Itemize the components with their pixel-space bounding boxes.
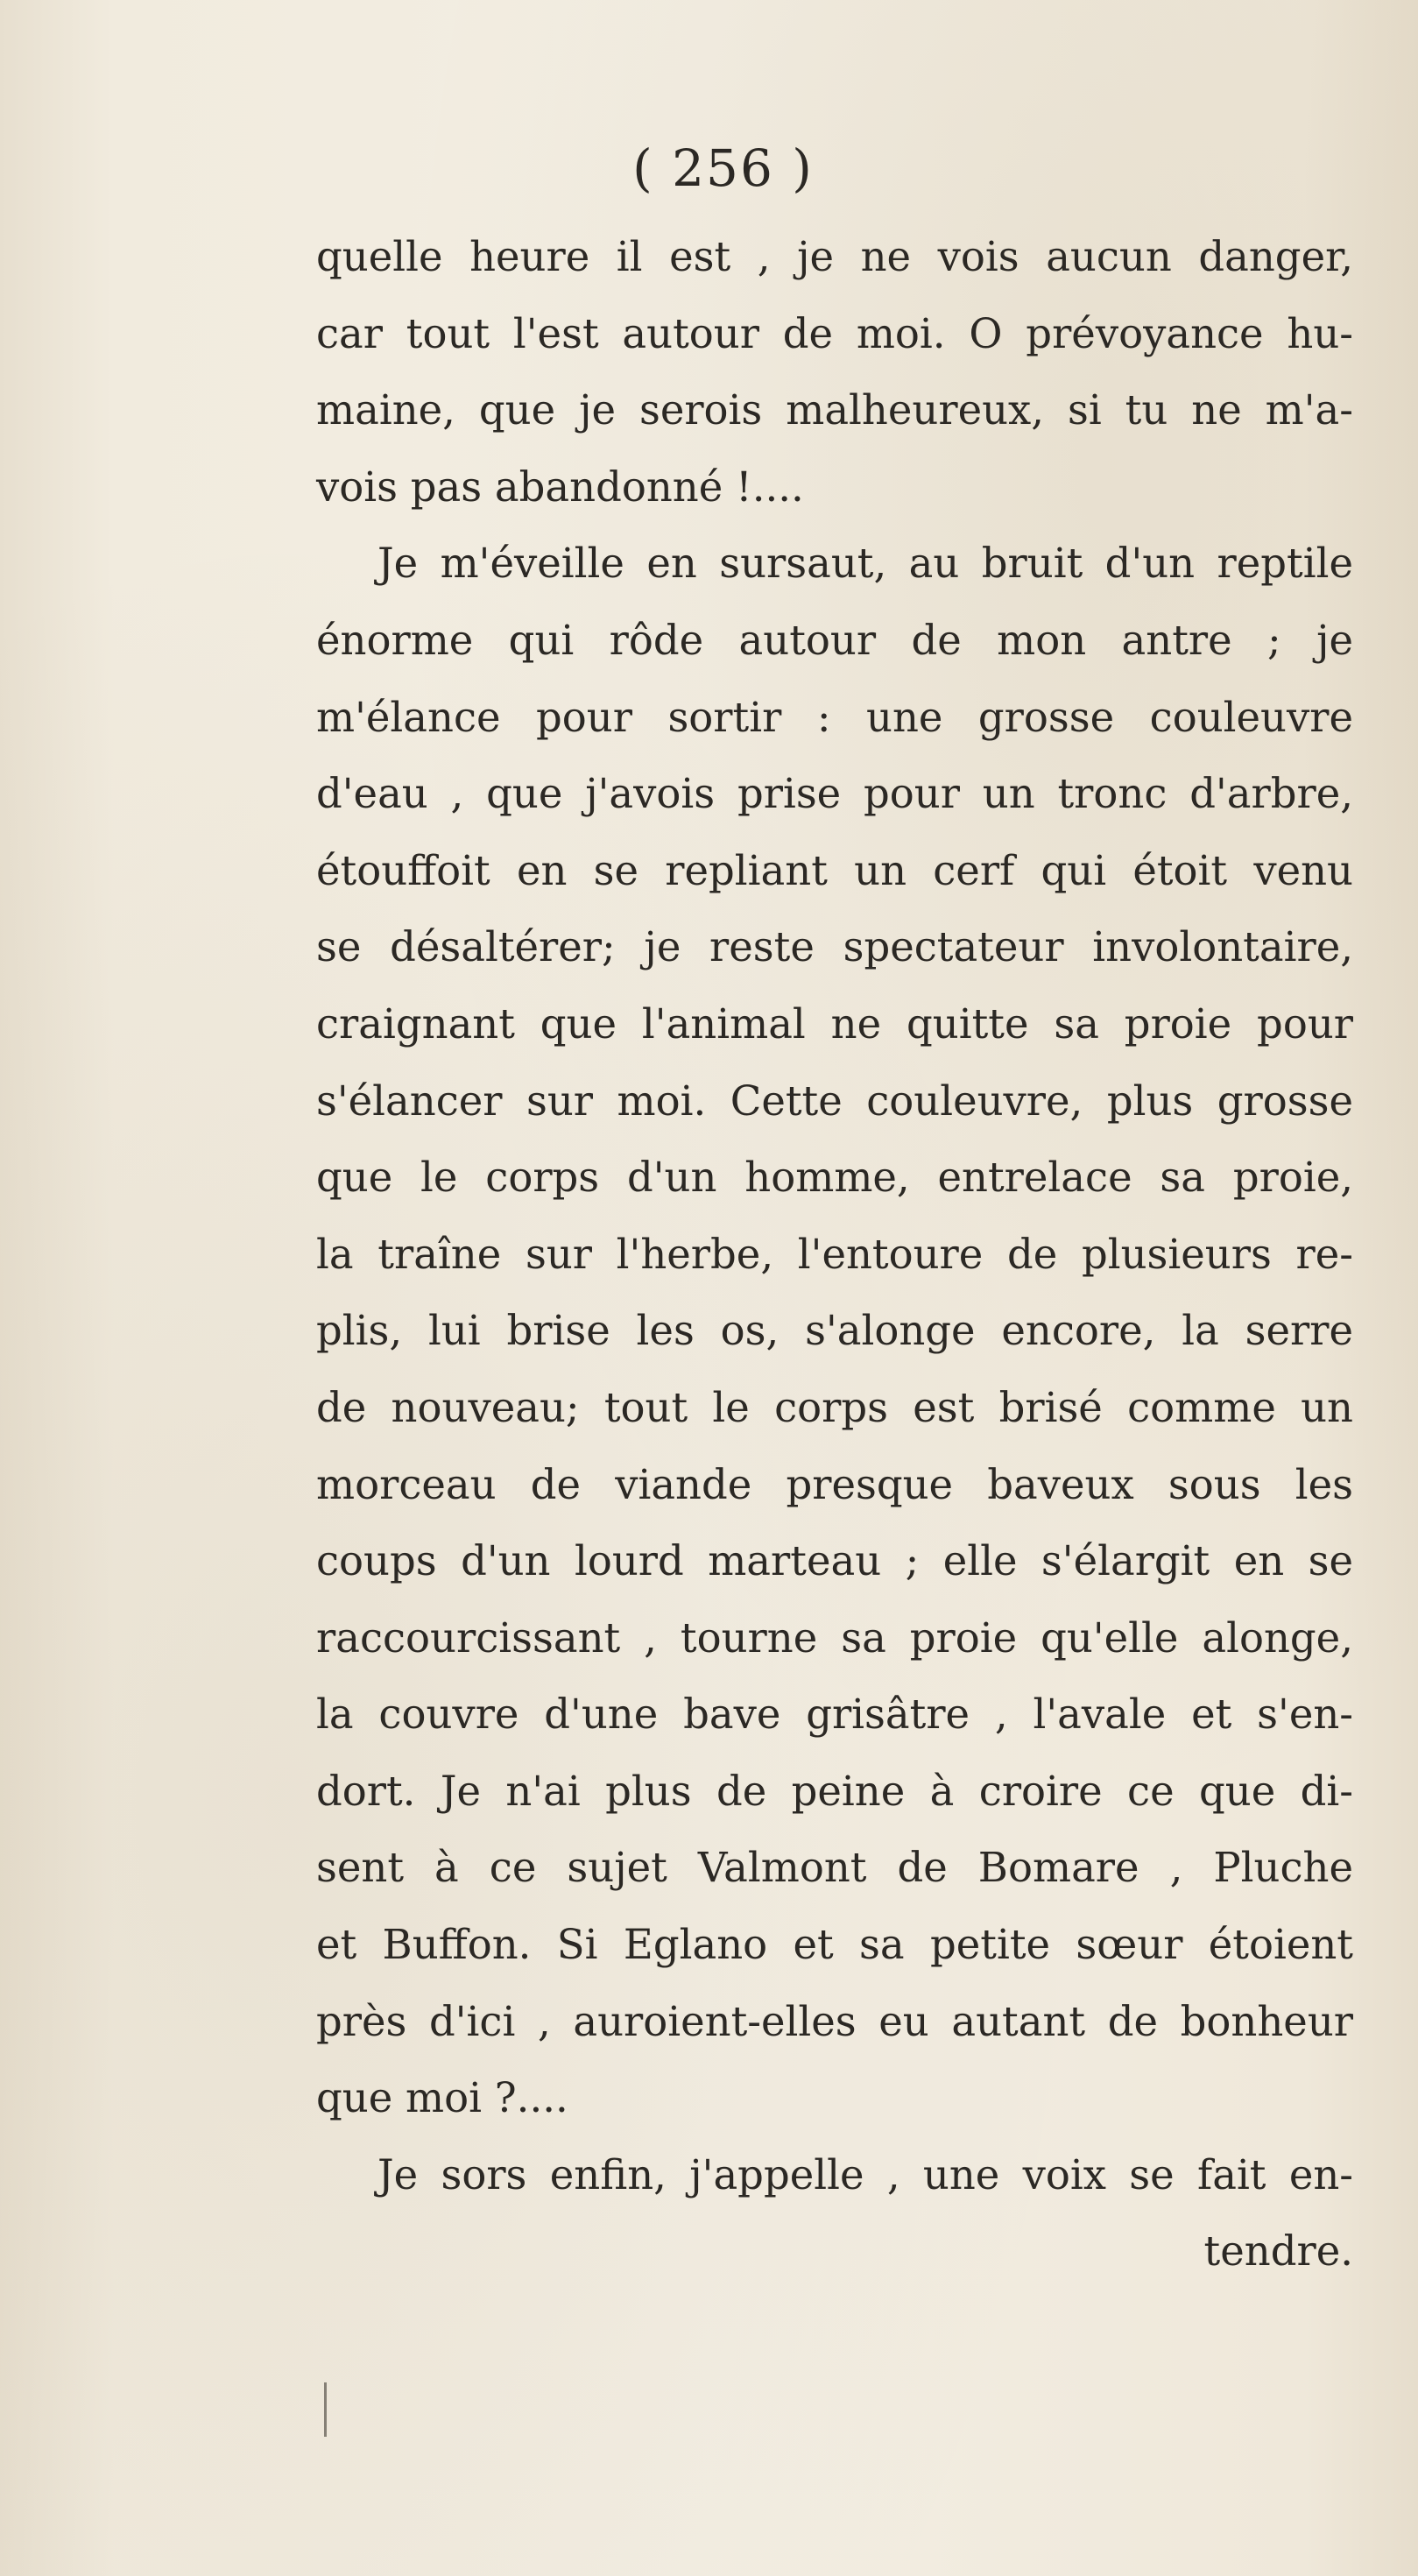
text-line: que le corps d'un homme, entrelace sa proie, [316,1154,1353,1202]
text-line: tendre. [1203,2227,1353,2276]
text-line: dort. Je n'ai plus de peine à croire ce que di- [316,1767,1353,1815]
paragraph-start-line: Je sors enfin, j'appelle , une voix se fait en- [377,2150,1353,2198]
text-line: raccourcissant , tourne sa proie qu'elle alonge, [316,1613,1353,1662]
text-line: étouffoit en se repliant un cerf qui étoit venu [316,846,1353,894]
text-line: coups d'un lourd marteau ; elle s'élargit en se [316,1537,1353,1585]
text-line: que moi ?.... [316,2074,568,2122]
text-line: près d'ici , auroient-elles eu autant de bonheur [316,1997,1353,2045]
text-line: et Buffon. Si Eglano et sa petite sœur étoient [316,1921,1353,1969]
text-line: se désaltérer; je reste spectateur involontaire, [316,923,1353,971]
page-number: ( 256 ) [632,138,814,198]
text-line: m'élance pour sortir : une grosse couleuvre [316,693,1353,741]
text-line: s'élancer sur moi. Cette couleuvre, plus grosse [316,1076,1353,1125]
text-line: de nouveau; tout le corps est brisé comme un [316,1383,1353,1431]
text-line: morceau de viande presque baveux sous les [316,1460,1353,1508]
text-line: maine, que je serois malheureux, si tu ne m'a- [316,386,1353,434]
text-line: plis, lui brise les os, s'alonge encore, la serre [316,1307,1353,1355]
text-line: la traîne sur l'herbe, l'entoure de plusieurs re- [316,1230,1353,1278]
text-line: énorme qui rôde autour de mon antre ; je [316,616,1353,664]
text-line: car tout l'est autour de moi. O prévoyance hu- [316,309,1353,357]
text-line: d'eau , que j'avois prise pour un tronc d'arbre, [316,770,1353,818]
text-line: craignant que l'animal ne quitte sa proie pour [316,999,1353,1048]
text-line: la couvre d'une bave grisâtre , l'avale et s'en- [316,1690,1353,1739]
text-line: sent à ce sujet Valmont de Bomare , Pluche [316,1844,1353,1892]
text-line: vois pas abandonné !.... [316,462,804,511]
text-line: quelle heure il est , je ne vois aucun danger, [316,233,1353,280]
margin-mark [324,2382,327,2437]
paragraph-start-line: Je m'éveille en sursaut, au bruit d'un reptile [377,540,1353,588]
body-text [316,219,1353,2290]
